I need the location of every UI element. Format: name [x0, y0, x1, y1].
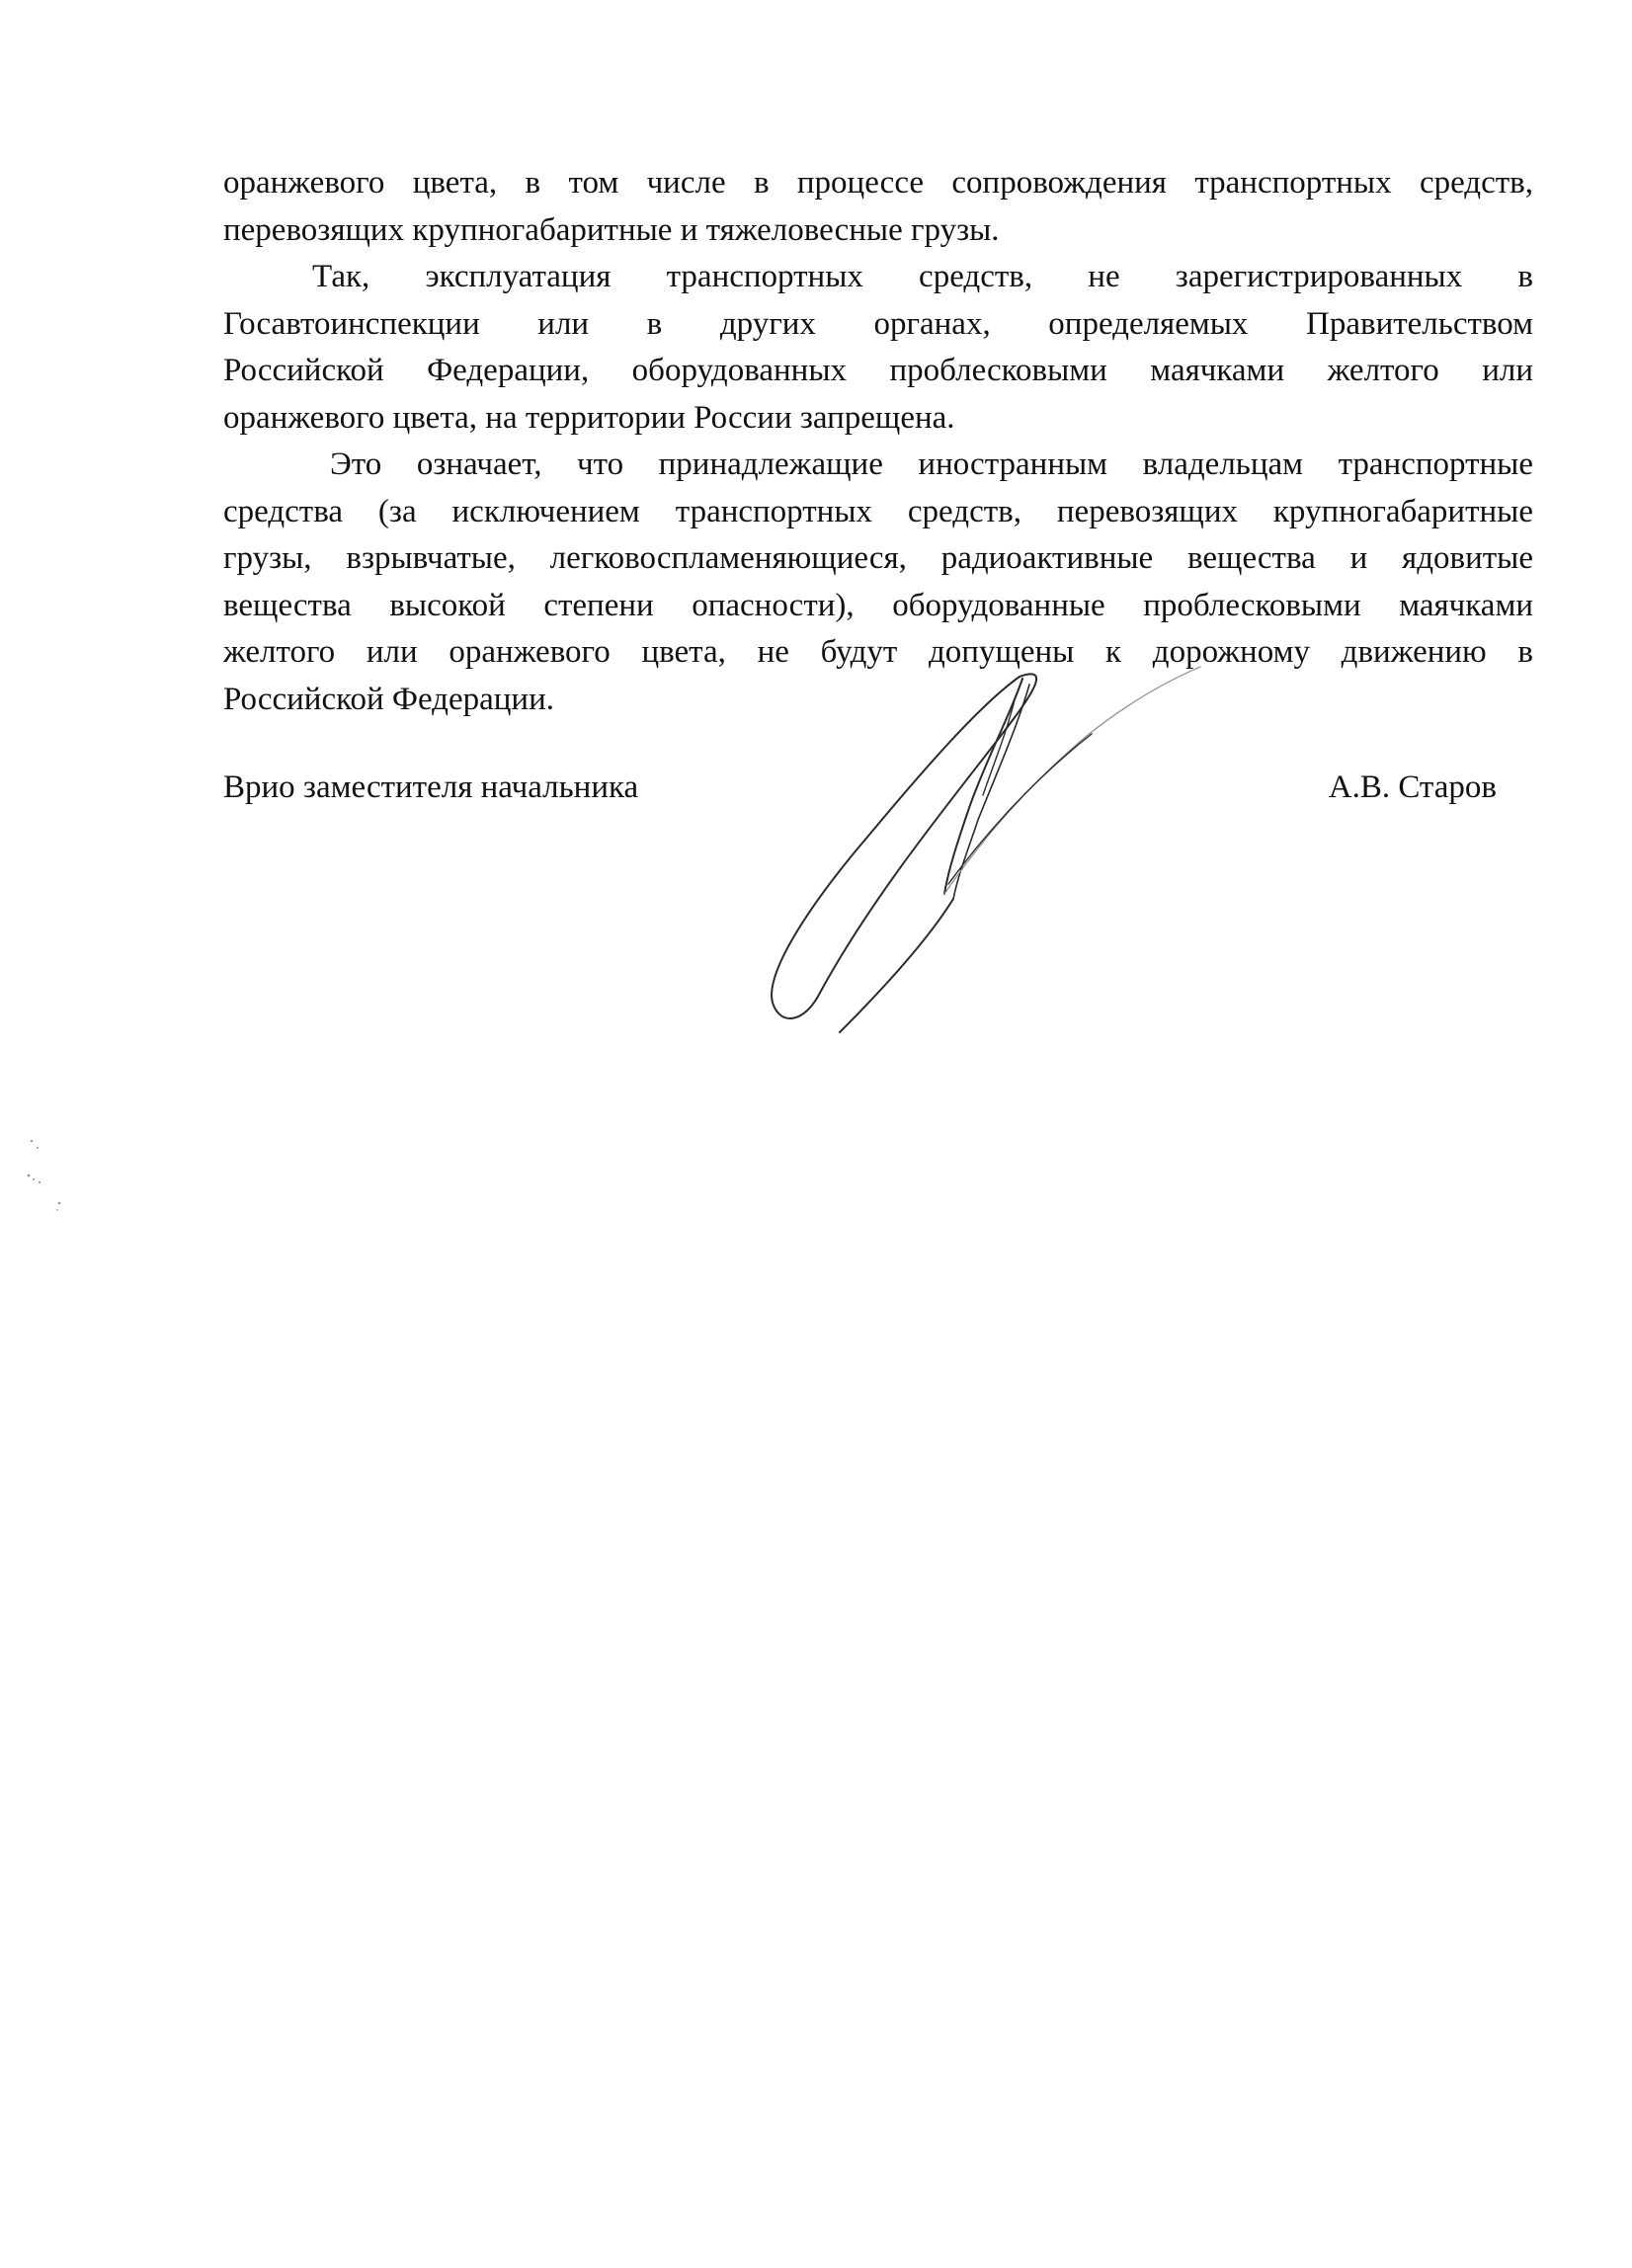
- paragraph-1: [223, 160, 1533, 254]
- signatory-position: Врио заместителя начальника: [223, 770, 639, 805]
- text-line: Так, эксплуатация транспортных средств, не зарегистрированных в: [312, 259, 1533, 294]
- text-line: Госавтоинспекции или в других органах, определяемых Правительством: [223, 305, 1533, 342]
- letter-body: [223, 160, 1533, 723]
- signatory-name: А.В. Старов: [1328, 770, 1497, 805]
- text-line: желтого или оранжевого цвета, не будут допущены к дорожному движению в: [223, 634, 1533, 670]
- text-line: Это означает, что принадлежащие иностранным владельцам транспортные: [330, 446, 1533, 482]
- text-line: грузы, взрывчатые, легковоспламеняющиеся, радиоактивные вещества и ядовитые: [223, 540, 1533, 576]
- text-line: Российской Федерации, оборудованных проблесковыми маячками желтого или: [223, 353, 1533, 388]
- text-line: вещества высокой степени опасности), оборудованные проблесковыми маячками: [223, 587, 1533, 623]
- text-line: оранжевого цвета, на территории России запрещена.: [223, 399, 955, 436]
- paragraph-2: [223, 254, 1533, 442]
- text-line: оранжевого цвета, в том числе в процессе сопровождения транспортных средств,: [223, 165, 1533, 201]
- text-line: средства (за исключением транспортных средств, перевозящих крупногабаритные: [223, 493, 1533, 529]
- text-line: перевозящих крупногабаритные и тяжеловесные грузы.: [223, 211, 1000, 248]
- scan-artifact: [20, 1136, 79, 1235]
- handwritten-signature: [751, 657, 1205, 1042]
- text-line: Российской Федерации.: [223, 681, 554, 717]
